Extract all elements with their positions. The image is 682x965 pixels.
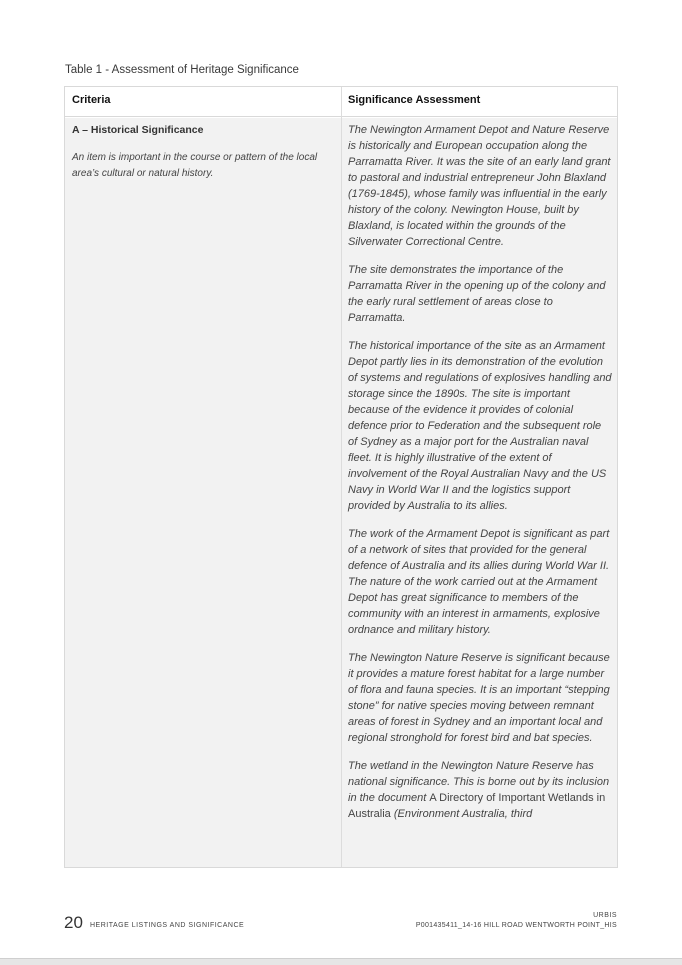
criteria-description: An item is important in the course or pattern of the local area’s cultural or natural history. <box>72 152 318 179</box>
footer-section-title: HERITAGE LISTINGS AND SIGNIFICANCE <box>90 922 245 929</box>
criteria-title: A – Historical Significance <box>72 124 204 136</box>
paragraph-6-part-1: The wetland in the Newington Nature Reserve has national significance. This is borne out by its inclusion in the document <box>348 760 610 804</box>
footer-brand: URBIS <box>593 912 617 919</box>
document-title-reference: A Directory of Important Wetlands in Australia <box>348 792 606 820</box>
assessment-paragraph-3: The historical importance of the site as an Armament Depot partly lies in its demonstration of the evolution of systems and regulations of explosives handling and storage since the 1890s. The site is important because of the evidence it provides of colonial defence prior to Federation and the subsequent role of Sydney as a major port for the Australian naval fleet. It is highly illustrative of the extent of involvement of the Royal Australian Navy and the US Navy in World War II and the logistics support provided by Australia to its allies. <box>348 340 612 512</box>
significance-assessment-cell <box>348 122 612 834</box>
page-number: 20 <box>64 913 83 932</box>
heritage-significance-table <box>64 86 618 868</box>
assessment-paragraph-6 <box>348 758 612 822</box>
footer-reference: P001435411_14-16 HILL ROAD WENTWORTH POINT_HIS <box>415 922 617 929</box>
header-criteria: Criteria <box>72 94 111 106</box>
assessment-paragraph-5: The Newington Nature Reserve is significant because it provides a mature forest habitat for a large number of flora and fauna species. It is an important “stepping stone” for native species moving between remnant areas of forest in Sydney and an important local and regional stronghold for forest bird and bat species. <box>348 652 610 744</box>
table-caption: Table 1 - Assessment of Heritage Significance <box>65 64 299 76</box>
assessment-paragraph-4: The work of the Armament Depot is significant as part of a network of sites that provided for the general defence of Australia and its allies during World War II. The nature of the work carried out at the Armament Depot has great significance to members of the community with an interest in armaments, explosive ordnance and military history. <box>348 528 610 636</box>
assessment-paragraph-2: The site demonstrates the importance of the Parramatta River in the opening up of the colony and the early rural settlement of areas close to Parramatta. <box>348 264 606 324</box>
page-bottom-edge <box>0 958 682 959</box>
column-divider <box>341 87 342 867</box>
header-significance-assessment: Significance Assessment <box>348 94 481 106</box>
assessment-paragraph-1: The Newington Armament Depot and Nature Reserve is historically and European occupation along the Parramatta River. It was the site of an early land grant to pastoral and industrial entrepreneur John Blaxland (1769-1845), whose family was influential in the early history of the colony. Newington House, built by Blaxland, is located within the grounds of the Silverwater Correctional Centre. <box>348 124 611 248</box>
paragraph-6-part-3: (Environment Australia, third <box>390 808 533 820</box>
